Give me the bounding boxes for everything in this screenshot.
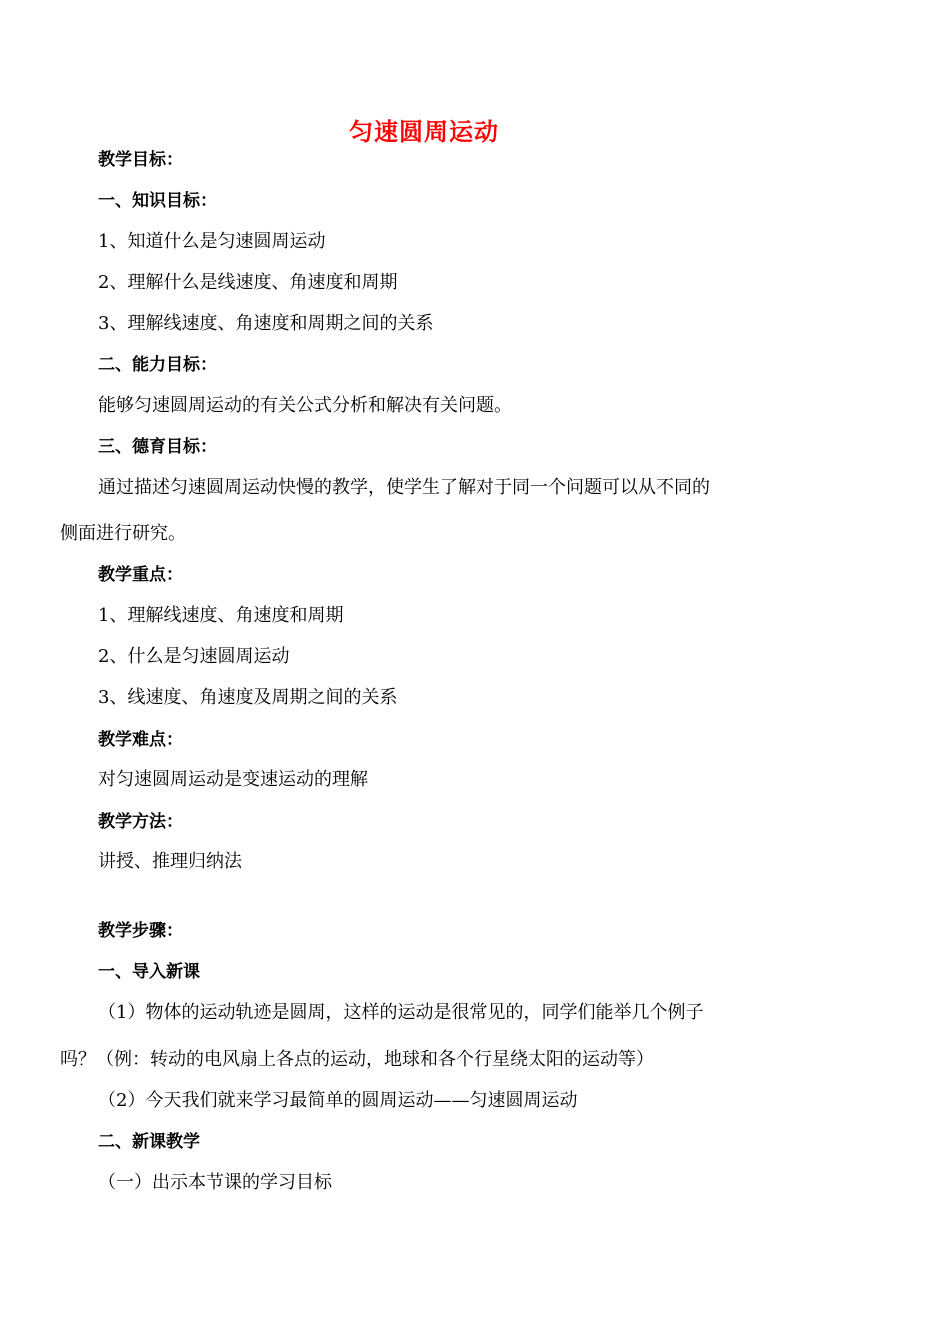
paragraph: （1）物体的运动轨迹是圆周，这样的运动是很常见的，同学们能举几个例子 (98, 1002, 704, 1023)
list-item: 2、什么是匀速圆周运动 (98, 646, 290, 667)
heading-teaching-steps: 教学步骤： (98, 921, 183, 941)
list-item: 3、理解线速度、角速度和周期之间的关系 (98, 313, 434, 334)
heading-knowledge-goals: 一、知识目标： (98, 191, 217, 211)
paragraph: （2）今天我们就来学习最简单的圆周运动——匀速圆周运动 (98, 1090, 578, 1111)
paragraph-continuation: 侧面进行研究。 (60, 523, 186, 544)
heading-new-lesson: 二、新课教学 (98, 1132, 200, 1152)
paragraph: （一）出示本节课的学习目标 (98, 1172, 332, 1193)
paragraph-continuation: 吗？（例：转动的电风扇上各点的运动，地球和各个行星绕太阳的运动等） (60, 1049, 654, 1070)
heading-key-points: 教学重点： (98, 565, 183, 585)
list-item: 1、理解线速度、角速度和周期 (98, 605, 344, 626)
heading-moral-goals: 三、德育目标： (98, 437, 217, 457)
paragraph: 能够匀速圆周运动的有关公式分析和解决有关问题。 (98, 395, 512, 416)
list-item: 3、线速度、角速度及周期之间的关系 (98, 687, 398, 708)
list-item: 1、知道什么是匀速圆周运动 (98, 231, 326, 252)
heading-ability-goals: 二、能力目标： (98, 355, 217, 375)
paragraph: 讲授、推理归纳法 (98, 851, 242, 872)
heading-difficult-points: 教学难点： (98, 730, 183, 750)
document-title: 匀速圆周运动 (349, 118, 499, 146)
heading-introduction: 一、导入新课 (98, 962, 200, 982)
heading-teaching-goals: 教学目标： (98, 150, 183, 170)
heading-teaching-methods: 教学方法： (98, 812, 183, 832)
list-item: 2、理解什么是线速度、角速度和周期 (98, 272, 398, 293)
paragraph: 通过描述匀速圆周运动快慢的教学，使学生了解对于同一个问题可以从不同的 (98, 477, 710, 498)
paragraph: 对匀速圆周运动是变速运动的理解 (98, 769, 368, 790)
